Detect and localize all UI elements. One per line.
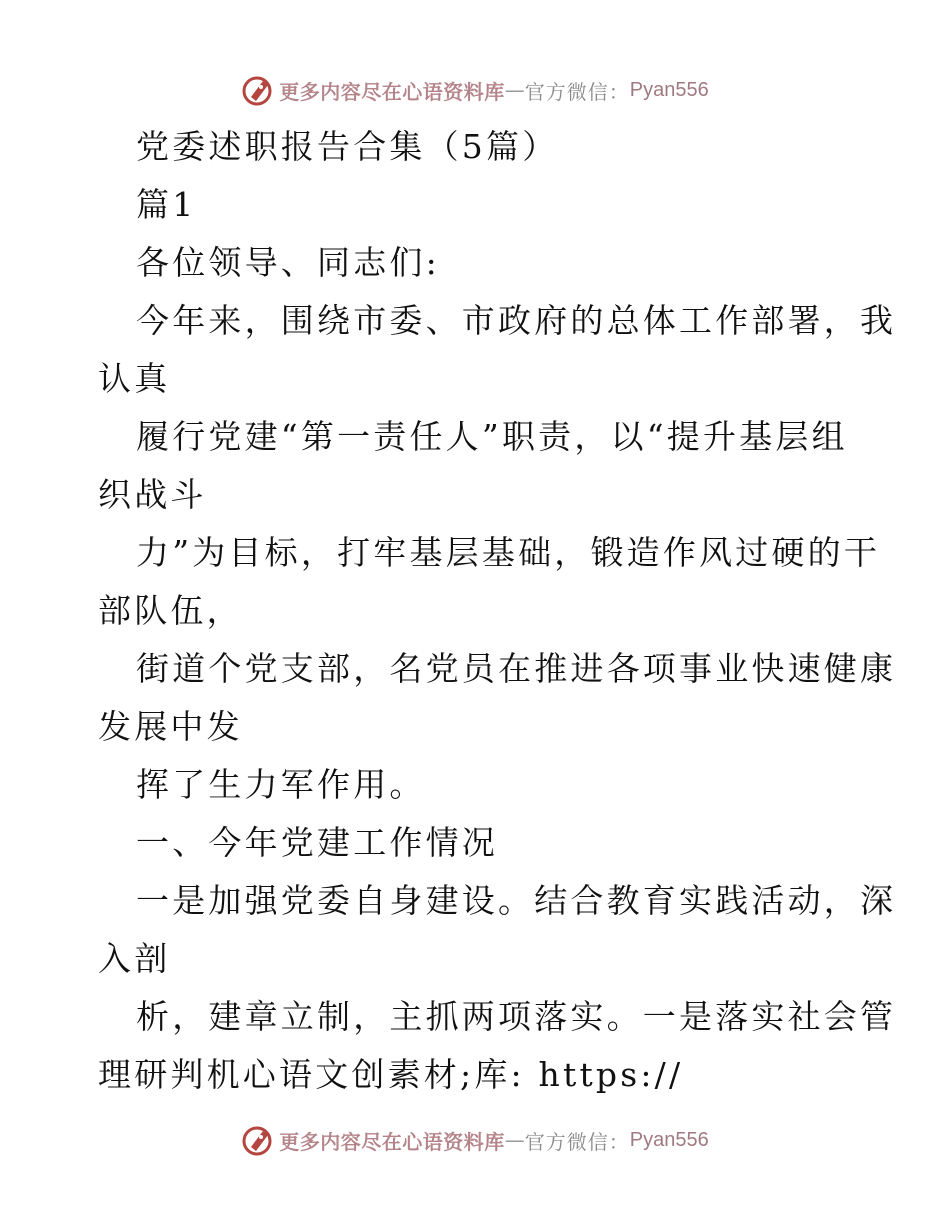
body-line: 发展中发 [98,707,243,746]
body-line: 入剖 [98,939,171,978]
pen-nib-circle-icon [241,73,275,107]
body-line: 认真 [98,359,171,398]
body-line: 挥了生力军作用。 [136,765,426,804]
section-label: 篇1 [136,185,197,224]
footer-watermark-banner [0,1120,950,1160]
body-line: 履行党建“第一责任人”职责，以“提升基层组 [136,417,848,456]
body-line: 今年来，围绕市委、市政府的总体工作部署，我 [136,301,897,340]
body-line: 街道个党支部，名党员在推进各项事业快速健康 [136,649,897,688]
pen-nib-circle-icon [241,1123,275,1157]
watermark-wechat-id: Pyan556 [629,78,709,101]
section-heading: 一、今年党建工作情况 [136,823,498,862]
watermark-separator: — [504,1128,525,1152]
document-title: 党委述职报告合集（5篇） [136,127,559,166]
body-line: 部队伍， [98,591,243,630]
header-watermark-banner [0,70,950,110]
greeting-line: 各位领导、同志们: [136,243,440,282]
watermark-main-text: 更多内容尽在心语资料库 [279,79,505,104]
document-body [98,118,897,1104]
body-line: 一是加强党委自身建设。结合教育实践活动，深 [136,881,897,920]
watermark-wechat-id: Pyan556 [629,1128,709,1151]
watermark-separator: — [504,78,525,102]
body-line: 力”为目标，打牢基层基础，锻造作风过硬的干 [136,533,881,572]
body-line: 理研判机心语文创素材;库: https:// [98,1055,684,1094]
watermark-wechat-label: 官方微信： [524,1129,630,1154]
body-line: 析，建章立制，主抓两项落实。一是落实社会管 [136,997,897,1036]
watermark-main-text: 更多内容尽在心语资料库 [279,1129,505,1154]
watermark-wechat-label: 官方微信： [524,79,630,104]
body-line: 织战斗 [98,475,207,514]
